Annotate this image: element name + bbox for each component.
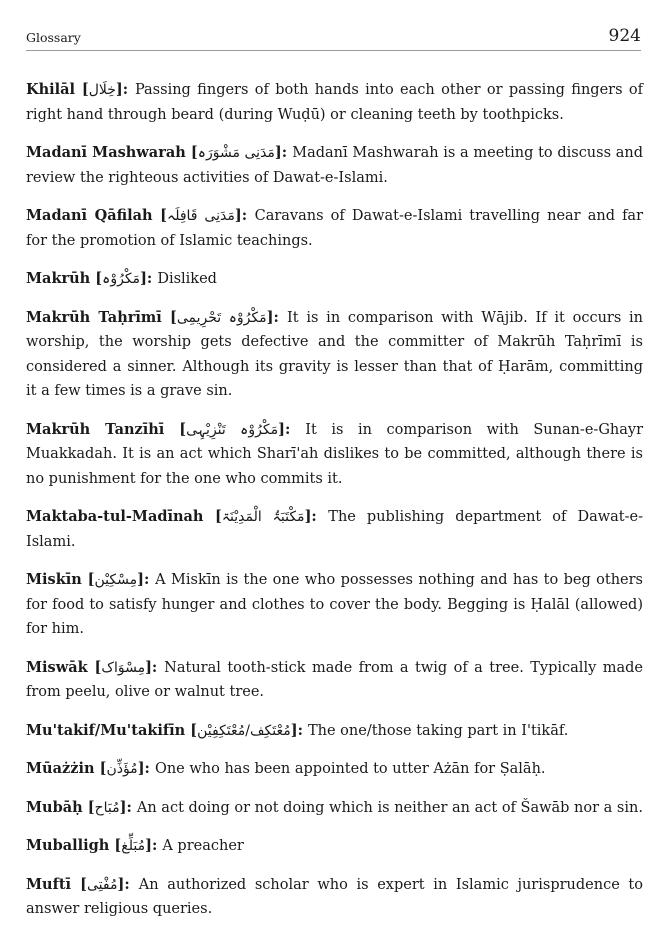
page-number: 924 (608, 26, 641, 46)
glossary-entry: Muftī [مُفْتِی]: An authorized scholar who is expert in Islamic jurisprudence to answer religious queries. (26, 875, 643, 917)
glossary-entry: Miskīn [مِسْکِیْن]: A Miskīn is the one who possesses nothing and has to beg others for food to satisfy hunger and clothes to cover the body. Begging is Ḥalāl (allowed) for him. (26, 571, 643, 637)
entry-term: Miskīn (26, 571, 82, 588)
page-header (26, 26, 641, 51)
entry-definition: An authorized scholar who is expert in Islamic jurisprudence to answer religious queries. (26, 876, 643, 917)
glossary-entry: Madanī Mashwarah [مَدَنِی مَشْوَرَہ]: Madanī Mashwarah is a meeting to discuss and review the righteous activities of Dawat-e-Islami. (26, 144, 643, 186)
entry-definition: A preacher (162, 838, 244, 854)
entry-arabic: مُؤَذِّن (106, 761, 138, 777)
entry-definition: A Miskīn is the one who possesses nothing and has to beg others for food to satisfy hunger and clothes to cover the body. Begging is Ḥalāl (allowed) for him. (26, 572, 643, 637)
entry-term: Mubāḥ (26, 798, 83, 816)
glossary-entry: Madanī Qāfilah [مَدَنِی قَافِلَہ]: Caravans of Dawat-e-Islami travelling near and far for the promotion of Islamic teachings. (26, 207, 644, 249)
entry-term: Muftī (26, 875, 72, 893)
glossary-entry: Maktaba-tul-Madīnah [مَکْتَبَۃُ الْمَدِیْنَۃ]: The publishing department of Dawat-e-Islami. (26, 508, 643, 550)
entry-definition: Madanī Mashwarah is a meeting to discuss and review the righteous activities of Dawat-e-Islami. (26, 145, 643, 186)
entry-arabic: مِسْوَاک (101, 659, 146, 676)
glossary-entry: Miswāk [مِسْوَاک]: Natural tooth-stick made from a twig of a tree. Typically made from peelu, olive or walnut tree. (26, 658, 643, 700)
entry-term: Madanī Mashwarah (26, 144, 186, 161)
entry-arabic: مُفْتِی (87, 876, 118, 893)
entry-arabic: مَکْرُوْہ (102, 271, 141, 287)
entry-term: Mu'takif/Mu'takifīn (26, 721, 186, 739)
entry-term: Makrūh (26, 270, 91, 287)
entry-definition: It is in comparison with Sunan-e-Ghayr Muakkadah. It is an act which Sharī'ah dislikes to be committed, although there is no punishment for the one who commits it. (26, 421, 644, 487)
entry-definition: It is in comparison with Wājib. If it occurs in worship, the worship gets defective and the committer of Makrūh Taḥrīmī is considered a sinner. Although its gravity is lesser than that of Ḥarām, committing it a few times is a grave sin. (26, 309, 644, 399)
entry-definition: Disliked (157, 271, 217, 287)
entry-arabic: مِسْکِیْن (94, 572, 138, 588)
entry-term: Madanī Qāfilah (26, 207, 153, 224)
entry-term: Makrūh Tanzīhī (26, 420, 165, 438)
entry-arabic: مَکْرُوْہ تَنْزِیْہِی (186, 421, 279, 438)
glossary-entry: Makrūh [مَکْرُوْہ]: Disliked (26, 270, 217, 287)
entry-arabic: مَدَنِی مَشْوَرَہ (197, 145, 275, 161)
glossary-entry: Muballigh [مُبَلِّغ]: A preacher (26, 837, 244, 854)
entry-term: Muballigh (26, 837, 110, 854)
entry-arabic: مَکْتَبَۃُ الْمَدِیْنَۃ (221, 509, 305, 525)
glossary-entry: Makrūh Taḥrīmī [مَکْرُوْہ تَحْرِیمِی]: It is in comparison with Wājib. If it occurs in worship, the worship gets defective and the committer of Makrūh Taḥrīmī is considered a sinner. Although its gravity is lesser than that of Ḥarām, committing it a few times is a grave sin. (26, 308, 644, 399)
entry-arabic: مَکْرُوْہ تَحْرِیمِی (176, 309, 267, 326)
section-title: Glossary (26, 30, 81, 45)
glossary-entry: Khilāl [خِلَال]: Passing fingers of both hands into each other or passing fingers of right hand through beard (during Wuḍū) or cleaning teeth by toothpicks. (26, 81, 643, 123)
entry-definition: The one/those taking part in I'tikāf. (307, 722, 569, 739)
entry-definition: One who has been appointed to utter Ażān for Ṣalāḥ. (154, 761, 546, 777)
entry-term: Khilāl (26, 81, 76, 98)
entry-arabic: مُبَاح (94, 799, 120, 816)
entry-definition: Passing fingers of both hands into each other or passing fingers of right hand through beard (during Wuḍū) or cleaning teeth by toothpicks. (26, 82, 643, 123)
entry-arabic: مُعْتَکِف/مُعْتَکِفِیْن (197, 722, 291, 739)
glossary-entry: Makrūh Tanzīhī [مَکْرُوْہ تَنْزِیْہِی]: It is in comparison with Sunan-e-Ghayr Muakkadah. It is an act which Sharī'ah dislikes to be committed, although there is no punishment for the one who commits it. (26, 420, 644, 487)
entry-arabic: مُبَلِّغ (121, 838, 146, 854)
glossary-entry: Mūażżin [مُؤَذِّن]: One who has been appointed to utter Ażān for Ṣalāḥ. (26, 760, 546, 777)
entry-definition: Caravans of Dawat-e-Islami travelling near and far for the promotion of Islamic teachings. (26, 208, 644, 249)
entry-definition: Natural tooth-stick made from a twig of a tree. Typically made from peelu, olive or walnut tree. (26, 659, 643, 700)
entry-arabic: مَدَنِی قَافِلَہ (167, 208, 235, 224)
entry-definition: An act doing or not doing which is neither an act of Šawāb nor a sin. (136, 799, 643, 816)
entry-term: Maktaba-tul-Madīnah (26, 508, 204, 525)
glossary-entry: Mu'takif/Mu'takifīn [مُعْتَکِف/مُعْتَکِفِیْن]: The one/those taking part in I'tikāf. (26, 721, 569, 739)
entry-term: Mūażżin (26, 760, 95, 777)
entry-term: Miswāk (26, 658, 88, 676)
entry-definition: The publishing department of Dawat-e-Islami. (26, 509, 643, 550)
entry-arabic: خِلَال (88, 82, 116, 98)
glossary-entry: Mubāḥ [مُبَاح]: An act doing or not doing which is neither an act of Šawāb nor a sin. (26, 798, 643, 816)
glossary-entries (26, 78, 643, 936)
entry-term: Makrūh Taḥrīmī (26, 308, 162, 326)
